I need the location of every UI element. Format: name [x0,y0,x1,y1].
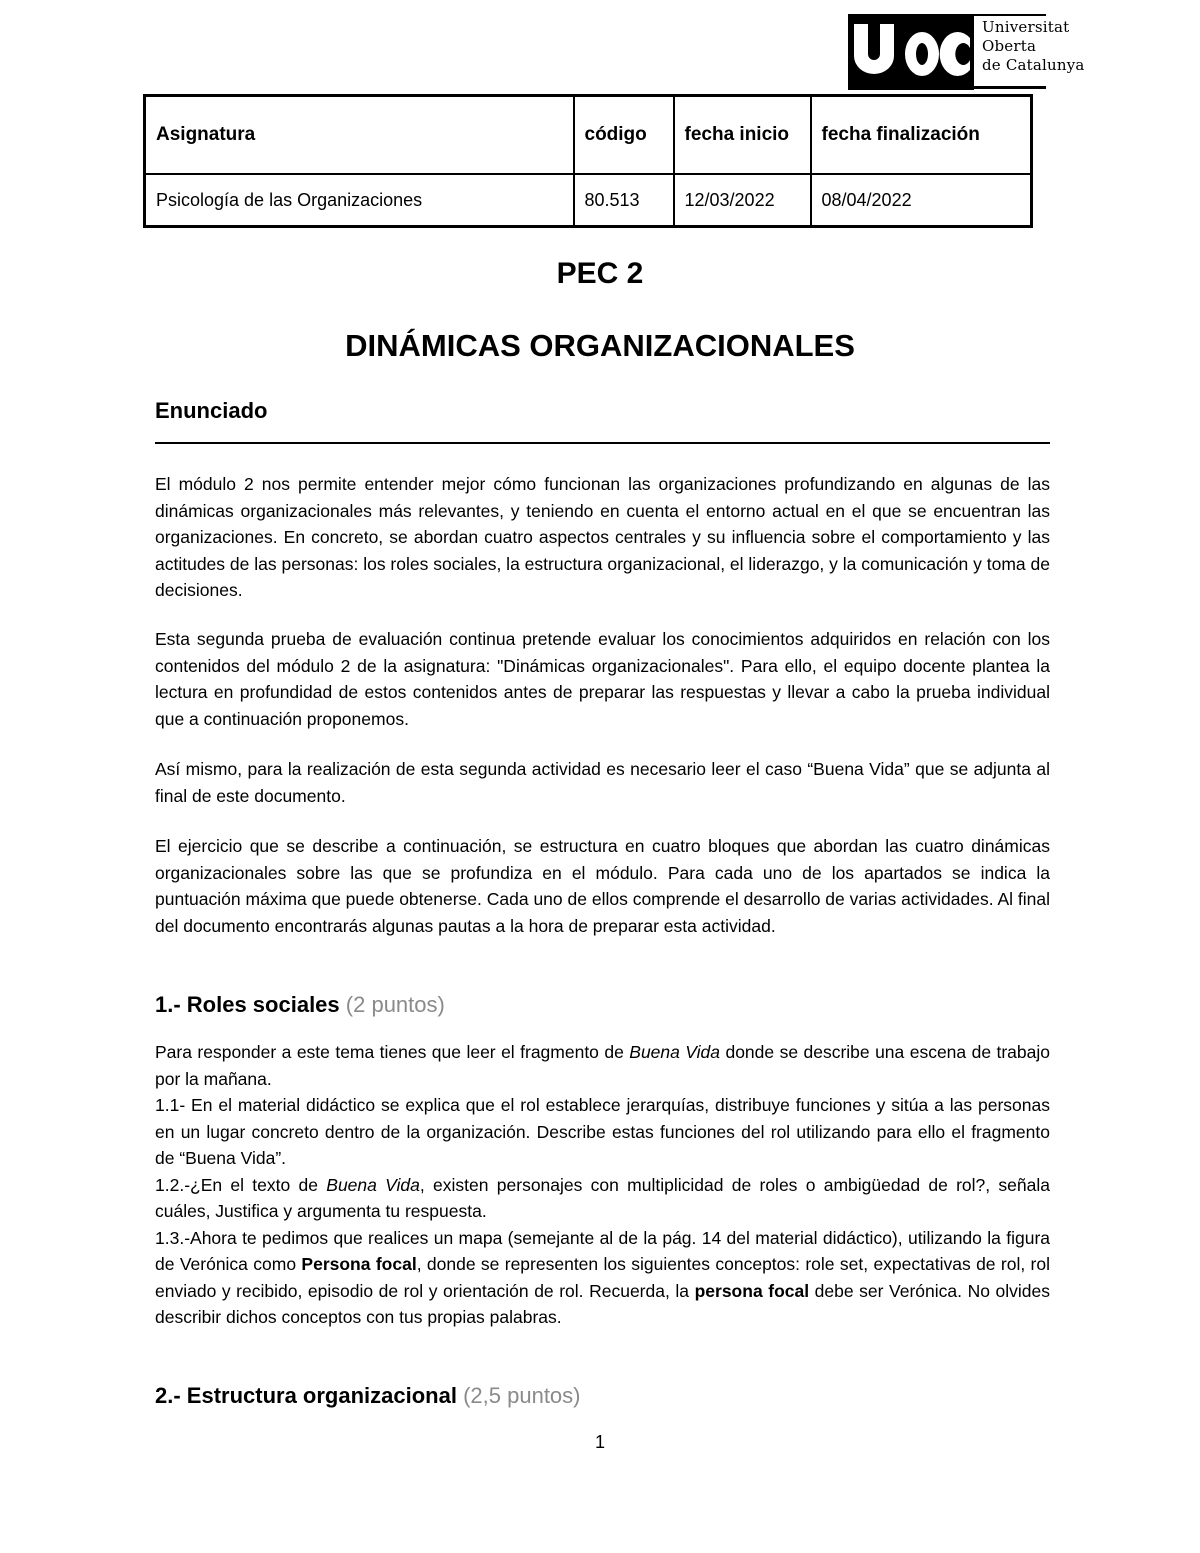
intro-text-end: donde se describe una escena de trabajo por la mañana. [155,1042,1050,1089]
paragraph-1 [155,471,1050,604]
table-row [145,174,1032,227]
section-1-heading [155,992,445,1018]
logo-line-1: Universitat [982,18,1070,36]
header-fecha-finalizacion: fecha finalización [811,96,1032,175]
paragraph-text: Esta segunda prueba de evaluación continua pretende evaluar los conocimientos adquiridos en relación con los contenidos del módulo 2 de la asignatura: "Dinámicas organizacionales". Para ello, el equipo docente plantea la lectura en profundidad de estos contenidos antes de preparar las respuestas y llevar a cabo la prueba individual que a continuación proponemos. [155,629,1050,729]
uoc-logo-mark [848,14,974,90]
paragraph-2 [155,626,1050,732]
intro-emphasis: Buena Vida [629,1042,721,1062]
logo-line-3: de Catalunya [982,56,1085,74]
paragraph-text: Así mismo, para la realización de esta segunda actividad es necesario leer el caso “Buena Vida” que se adjunta al final de este documento. [155,759,1050,806]
page-subtitle: DINÁMICAS ORGANIZACIONALES [345,328,855,363]
q3-text: 1.3.-Ahora te pedimos que realices un mapa (semejante al de la pág. 14 del material didáctico), utilizando la figura de Verónica como [155,1227,1050,1274]
section-2-heading [155,1383,581,1409]
paragraph-3 [155,756,1050,809]
uoc-logo [848,14,1085,90]
course-info-table [143,94,1033,228]
uoc-letters-icon [848,14,974,90]
question-1-1: 1.1- En el material didáctico se explica que el rol establece jerarquías, distribuye funciones y sitúa a las personas en un lugar concreto dentro de la organización. Describe estas funciones del rol utilizando para ello el fragmento de “Buena Vida”. [155,1095,1050,1168]
intro-text: Para responder a este tema tienes que leer el fragmento de [155,1042,630,1062]
section-1-points: (2 puntos) [345,992,445,1017]
section-2-title: 2.- Estructura organizacional [155,1383,457,1408]
q2-text-end: , existen personajes con multiplicidad de roles o ambigüedad de rol?, señala cuáles, Justifica y argumenta tu respuesta. [155,1174,1050,1221]
paragraph-4 [155,833,1050,939]
q2-emphasis: Buena Vida [326,1174,420,1195]
paragraph-text: El módulo 2 nos permite entender mejor cómo funcionan las organizaciones profundizando en algunas de las dinámicas organizacionales más relevantes, y teniendo en cuenta el entorno actual en el que se encuentran las organizaciones. En concreto, se abordan cuatro aspectos centrales y su influencia sobre el comportamiento y las actitudes de las personas: los roles sociales, la estructura organizacional, el liderazgo, y la comunicación y toma de decisiones. [155,474,1050,600]
header-codigo: código [574,96,674,175]
q3-text-end: debe ser Verónica. No olvides describir dichos conceptos con tus propias palabras. [155,1280,1050,1327]
question-1-2 [155,1172,1050,1225]
section-2-points: (2,5 puntos) [463,1383,581,1408]
enunciado-heading: Enunciado [155,398,268,423]
cell-fecha-finalizacion: 08/04/2022 [811,174,1032,227]
logo-top-rule [974,14,1046,16]
table-header-row [145,96,1032,175]
cell-fecha-inicio: 12/03/2022 [674,174,811,227]
logo-bottom-rule [974,86,1046,89]
heading-divider [155,442,1050,444]
header-fecha-inicio: fecha inicio [674,96,811,175]
paragraph-text: El ejercicio que se describe a continuación, se estructura en cuatro bloques que abordan las cuatro dinámicas organizacionales sobre las que se profundiza en el módulo. Para cada uno de los apartados se indica la puntuación máxima que puede obtenerse. Cada uno de ellos comprende el desarrollo de varias actividades. Al final del documento encontrarás algunas pautas a la hora de preparar esta actividad. [155,836,1051,936]
q2-text: 1.2.-¿En el texto de [155,1174,327,1195]
logo-line-2: Oberta [982,37,1037,55]
q3-bold-1: Persona focal [301,1254,417,1274]
cell-asignatura: Psicología de las Organizaciones [145,174,574,227]
cell-codigo: 80.513 [574,174,674,227]
page-number: 1 [594,1432,605,1452]
section-1-body [155,1039,1050,1331]
page-title: PEC 2 [556,257,644,290]
section-1-intro [155,1039,1050,1092]
header-asignatura: Asignatura [145,96,574,175]
logo-text [982,18,1085,75]
question-1-3 [155,1225,1050,1331]
q3-text-mid: , donde se representen los siguientes conceptos: role set, expectativas de rol, rol enviado y recibido, episodio de rol y orientación de rol. Recuerda, la [155,1254,1050,1301]
section-1-title: 1.- Roles sociales [155,992,340,1017]
q3-bold-2: persona focal [694,1280,810,1301]
